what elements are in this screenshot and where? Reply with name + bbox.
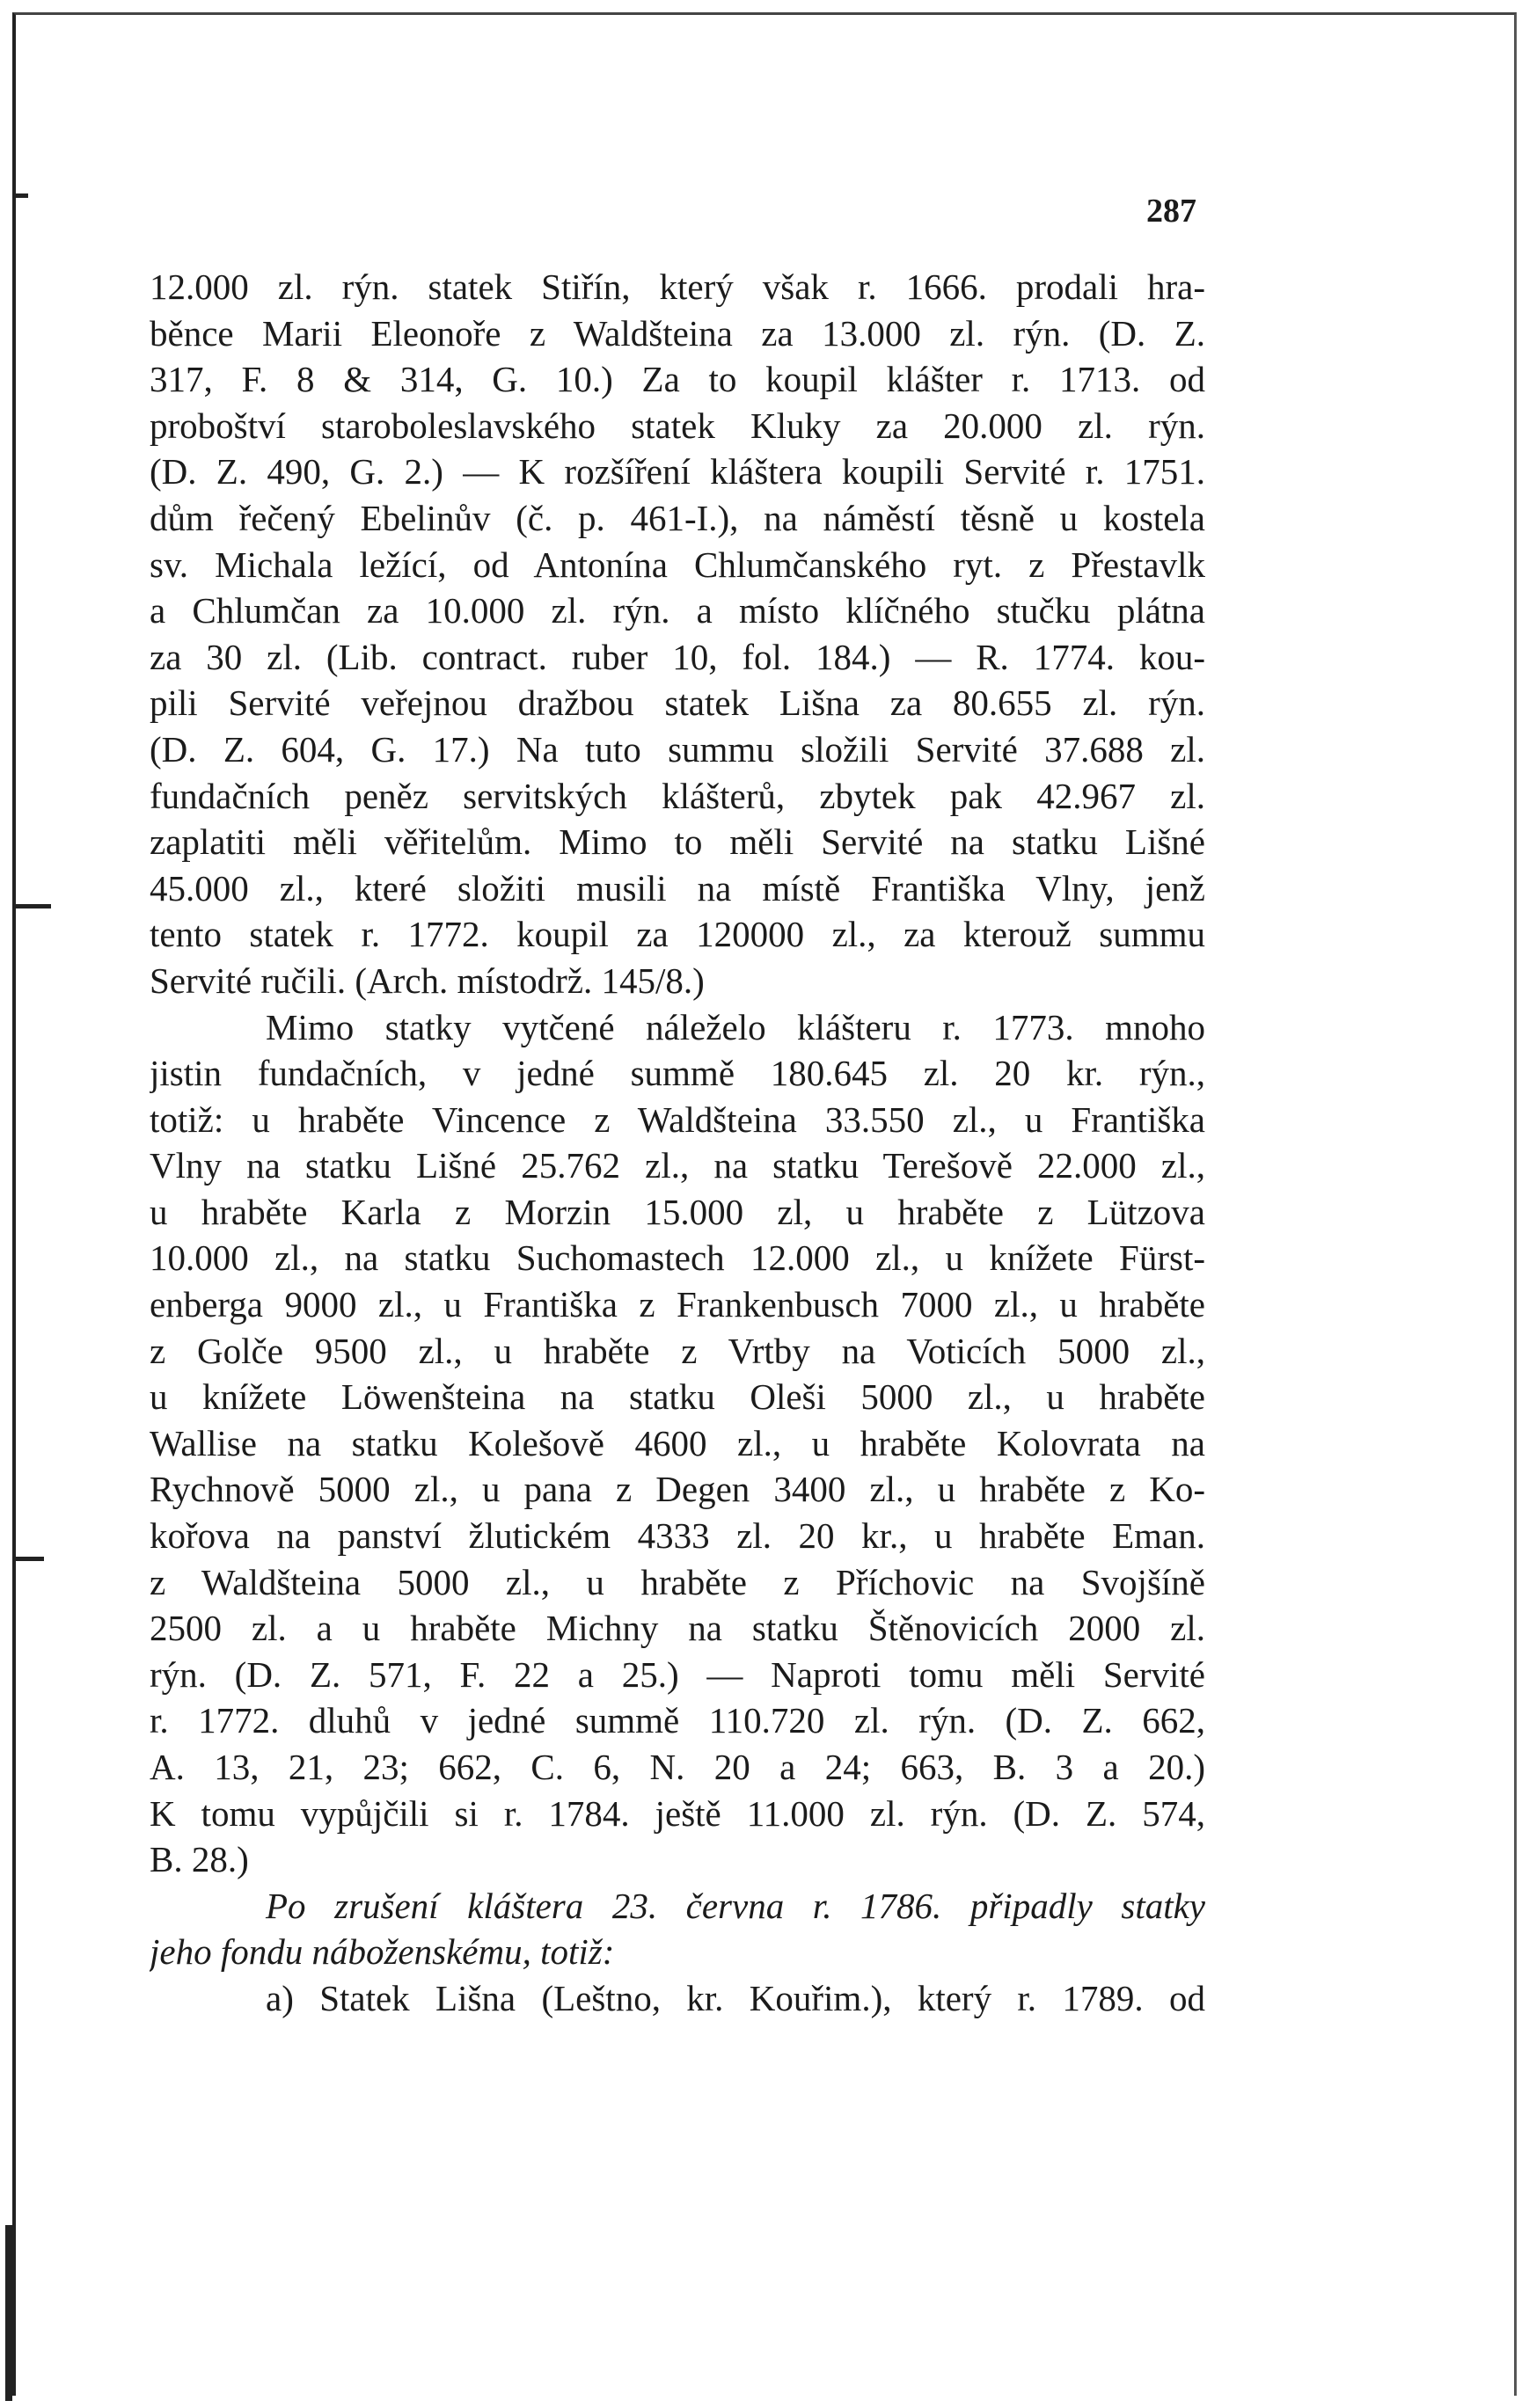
text-line: sv. Michala ležící, od Antonína Chlumčanského ryt. z Přestavlk [150,544,1205,585]
text-line: fundačních peněz servitských klášterů, zbytek pak 42.967 zl. [150,775,1205,816]
text-line: jeho fondu náboženskému, totiž: [150,1931,615,1973]
text-line: proboštví staroboleslavského statek Kluky za 20.000 zl. rýn. [150,405,1205,446]
text-line: Rychnově 5000 zl., u pana z Degen 3400 zl., u hraběte z Ko- [150,1469,1205,1510]
text-line: r. 1772. dluhů v jedné summě 110.720 zl. rýn. (D. Z. 662, [150,1700,1205,1741]
text-line: u knížete Löwenšteina na statku Oleši 5000 zl., u hraběte [150,1376,1205,1418]
text-line: Wallise na statku Kolešově 4600 zl., u hraběte Kolovrata na [150,1422,1205,1463]
text-line: B. 28.) [150,1839,249,1880]
text-line: K tomu vypůjčili si r. 1784. ještě 11.000 zl. rýn. (D. Z. 574, [150,1792,1205,1834]
text-line: A. 13, 21, 23; 662, C. 6, N. 20 a 24; 663, B. 3 a 20.) [150,1747,1205,1787]
text-line: tento statek r. 1772. koupil za 120000 zl., za kterouž summu [150,914,1205,955]
text-line: dům řečený Ebelinův (č. p. 461-I.), na náměstí těsně u kostela [150,497,1205,538]
text-line: totiž: u hraběte Vincence z Waldšteina 33.550 zl., u Františka [150,1098,1205,1140]
scan-mark-top [16,193,28,198]
text-line: u hraběte Karla z Morzin 15.000 zl, u hraběte z Lützova [150,1191,1205,1232]
text-line: 12.000 zl. rýn. statek Stiřín, který však r. 1666. prodali hra- [150,266,1205,307]
text-line: 317, F. 8 & 314, G. 10.) Za to koupil klášter r. 1713. od [150,359,1205,400]
text-line: Vlny na statku Lišné 25.762 zl., na statku Terešově 22.000 zl., [150,1145,1205,1186]
text-line: Mimo statky vytčené náleželo klášteru r. 1773. mnoho [266,1006,1205,1047]
text-line: a) Statek Lišna (Leštno, kr. Kouřim.), který r. 1789. od [266,1977,1205,2018]
text-line: běnce Marii Eleonoře z Waldšteina za 13.000 zl. rýn. (D. Z. [150,312,1205,354]
text-line: Po zrušení kláštera 23. června r. 1786. připadly statky [266,1885,1205,1926]
text-line: (D. Z. 604, G. 17.) Na tuto summu složili Servité 37.688 zl. [150,728,1205,770]
scan-mark-lower [16,1557,44,1561]
scan-mark-middle [16,904,51,908]
text-line: z Golče 9500 zl., u hraběte z Vrtby na Voticích 5000 zl., [150,1330,1205,1371]
text-line: za 30 zl. (Lib. contract. ruber 10, fol. 184.) — R. 1774. kou- [150,636,1205,677]
text-line: jistin fundačních, v jedné summě 180.645 zl. 20 kr. rýn., [150,1053,1205,1094]
text-line: kořova na panství žlutickém 4333 zl. 20 kr., u hraběte Eman. [150,1515,1205,1557]
page-number: 287 [1146,193,1196,230]
text-line: a Chlumčan za 10.000 zl. rýn. a místo klíčného stučku plátna [150,590,1205,631]
text-line: enberga 9000 zl., u Františka z Frankenbusch 7000 zl., u hraběte [150,1284,1205,1325]
text-line: 10.000 zl., na statku Suchomastech 12.000 zl., u knížete Fürst- [150,1237,1205,1279]
text-line: (D. Z. 490, G. 2.) — K rozšíření kláštera koupili Servité r. 1751. [150,451,1205,493]
text-line: 2500 zl. a u hraběte Michny na statku Štěnovicích 2000 zl. [150,1608,1205,1649]
page-text [150,264,1205,2022]
text-line: z Waldšteina 5000 zl., u hraběte z Příchovic na Svojšíně [150,1561,1205,1602]
scan-mark-bottom [5,2225,12,2401]
text-line: 45.000 zl., které složiti musili na místě Františka Vlny, jenž [150,867,1205,908]
text-line: pili Servité veřejnou dražbou statek Lišna za 80.655 zl. rýn. [150,682,1205,724]
text-line: rýn. (D. Z. 571, F. 22 a 25.) — Naproti tomu měli Servité [150,1653,1205,1695]
text-line: zaplatiti měli věřitelům. Mimo to měli Servité na statku Lišné [150,821,1205,863]
text-line: Servité ručili. (Arch. místodrž. 145/8.) [150,960,705,1001]
